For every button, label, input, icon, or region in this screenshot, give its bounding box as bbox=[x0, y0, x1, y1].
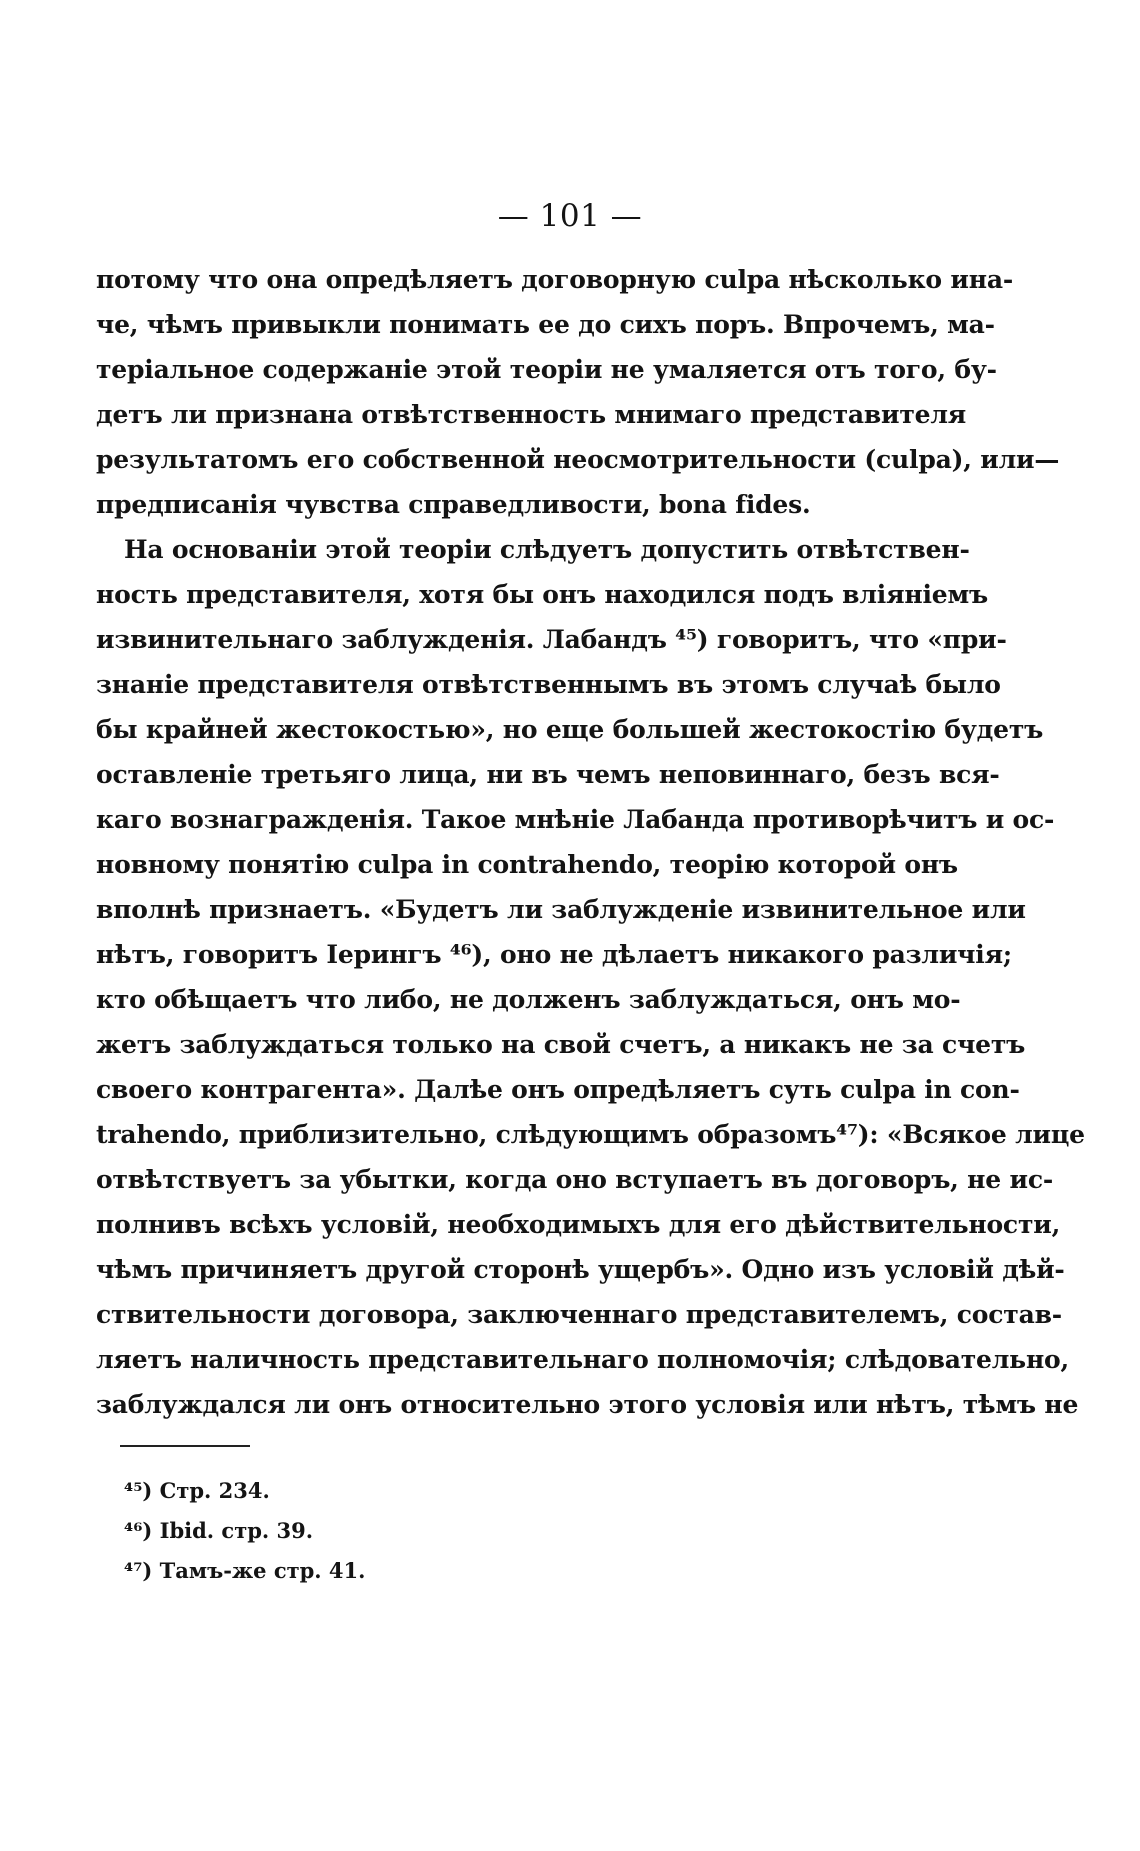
footnote: ⁴⁵) Стр. 234. bbox=[124, 1478, 270, 1503]
body-line: trahendo, приблизительно, слѣдующимъ образомъ⁴⁷): «Всякое лице bbox=[96, 1120, 1085, 1149]
body-line: ляетъ наличность представительнаго полномочія; слѣдовательно, bbox=[96, 1345, 1070, 1374]
footnote: ⁴⁶) Ibid. стр. 39. bbox=[124, 1518, 314, 1543]
body-line: знаніе представителя отвѣтственнымъ въ этомъ случаѣ было bbox=[96, 670, 1001, 699]
body-line: че, чѣмъ привыкли понимать ее до сихъ поръ. Впрочемъ, ма- bbox=[96, 310, 995, 339]
body-line: теріальное содержаніе этой теоріи не умаляется отъ того, бу- bbox=[96, 355, 997, 384]
body-line: каго вознагражденія. Такое мнѣніе Лабанда противорѣчитъ и ос- bbox=[96, 805, 1055, 834]
body-line: отвѣтствуетъ за убытки, когда оно вступаетъ въ договоръ, не ис- bbox=[96, 1165, 1054, 1194]
body-line: результатомъ его собственной неосмотрительности (culpa), или— bbox=[96, 445, 1060, 474]
body-line: ность представителя, хотя бы онъ находился подъ вліяніемъ bbox=[96, 580, 988, 609]
body-line: заблуждался ли онъ относительно этого условія или нѣтъ, тѣмъ не bbox=[96, 1390, 1079, 1419]
body-line: нѣтъ, говоритъ Іерингъ ⁴⁶), оно не дѣлаетъ никакого различія; bbox=[96, 940, 1012, 969]
footnote: ⁴⁷) Тамъ-же стр. 41. bbox=[124, 1558, 366, 1583]
body-line: извинительнаго заблужденія. Лабандъ ⁴⁵) говоритъ, что «при- bbox=[96, 625, 1007, 654]
body-line: жетъ заблуждаться только на свой счетъ, а никакъ не за счетъ bbox=[96, 1030, 1026, 1059]
body-line: потому что она опредѣляетъ договорную culpa нѣсколько ина- bbox=[96, 265, 1014, 294]
body-line: чѣмъ причиняетъ другой сторонѣ ущербъ». Одно изъ условій дѣй- bbox=[96, 1255, 1065, 1284]
footnote-divider bbox=[120, 1445, 250, 1447]
page-number: — 101 — bbox=[497, 198, 643, 234]
body-line: На основаніи этой теоріи слѣдуетъ допустить отвѣтствен- bbox=[124, 535, 970, 564]
body-line: оставленіе третьяго лица, ни въ чемъ неповиннаго, безъ вся- bbox=[96, 760, 1000, 789]
body-line: полнивъ всѣхъ условій, необходимыхъ для его дѣйствительности, bbox=[96, 1210, 1061, 1239]
body-line: предписанія чувства справедливости, bona fides. bbox=[96, 490, 811, 519]
body-line: детъ ли признана отвѣтственность мнимаго представителя bbox=[96, 400, 967, 429]
body-line: вполнѣ признаетъ. «Будетъ ли заблужденіе извинительное или bbox=[96, 895, 1026, 924]
body-line: бы крайней жестокостью», но еще большей жестокостію будетъ bbox=[96, 715, 1044, 744]
body-line: ствительности договора, заключеннаго представителемъ, состав- bbox=[96, 1300, 1062, 1329]
body-line: своего контрагента». Далѣе онъ опредѣляетъ суть culpa in con- bbox=[96, 1075, 1020, 1104]
body-line: новному понятію culpa in contrahendo, теорію которой онъ bbox=[96, 850, 958, 879]
body-line: кто обѣщаетъ что либо, не долженъ заблуждаться, онъ мо- bbox=[96, 985, 961, 1014]
